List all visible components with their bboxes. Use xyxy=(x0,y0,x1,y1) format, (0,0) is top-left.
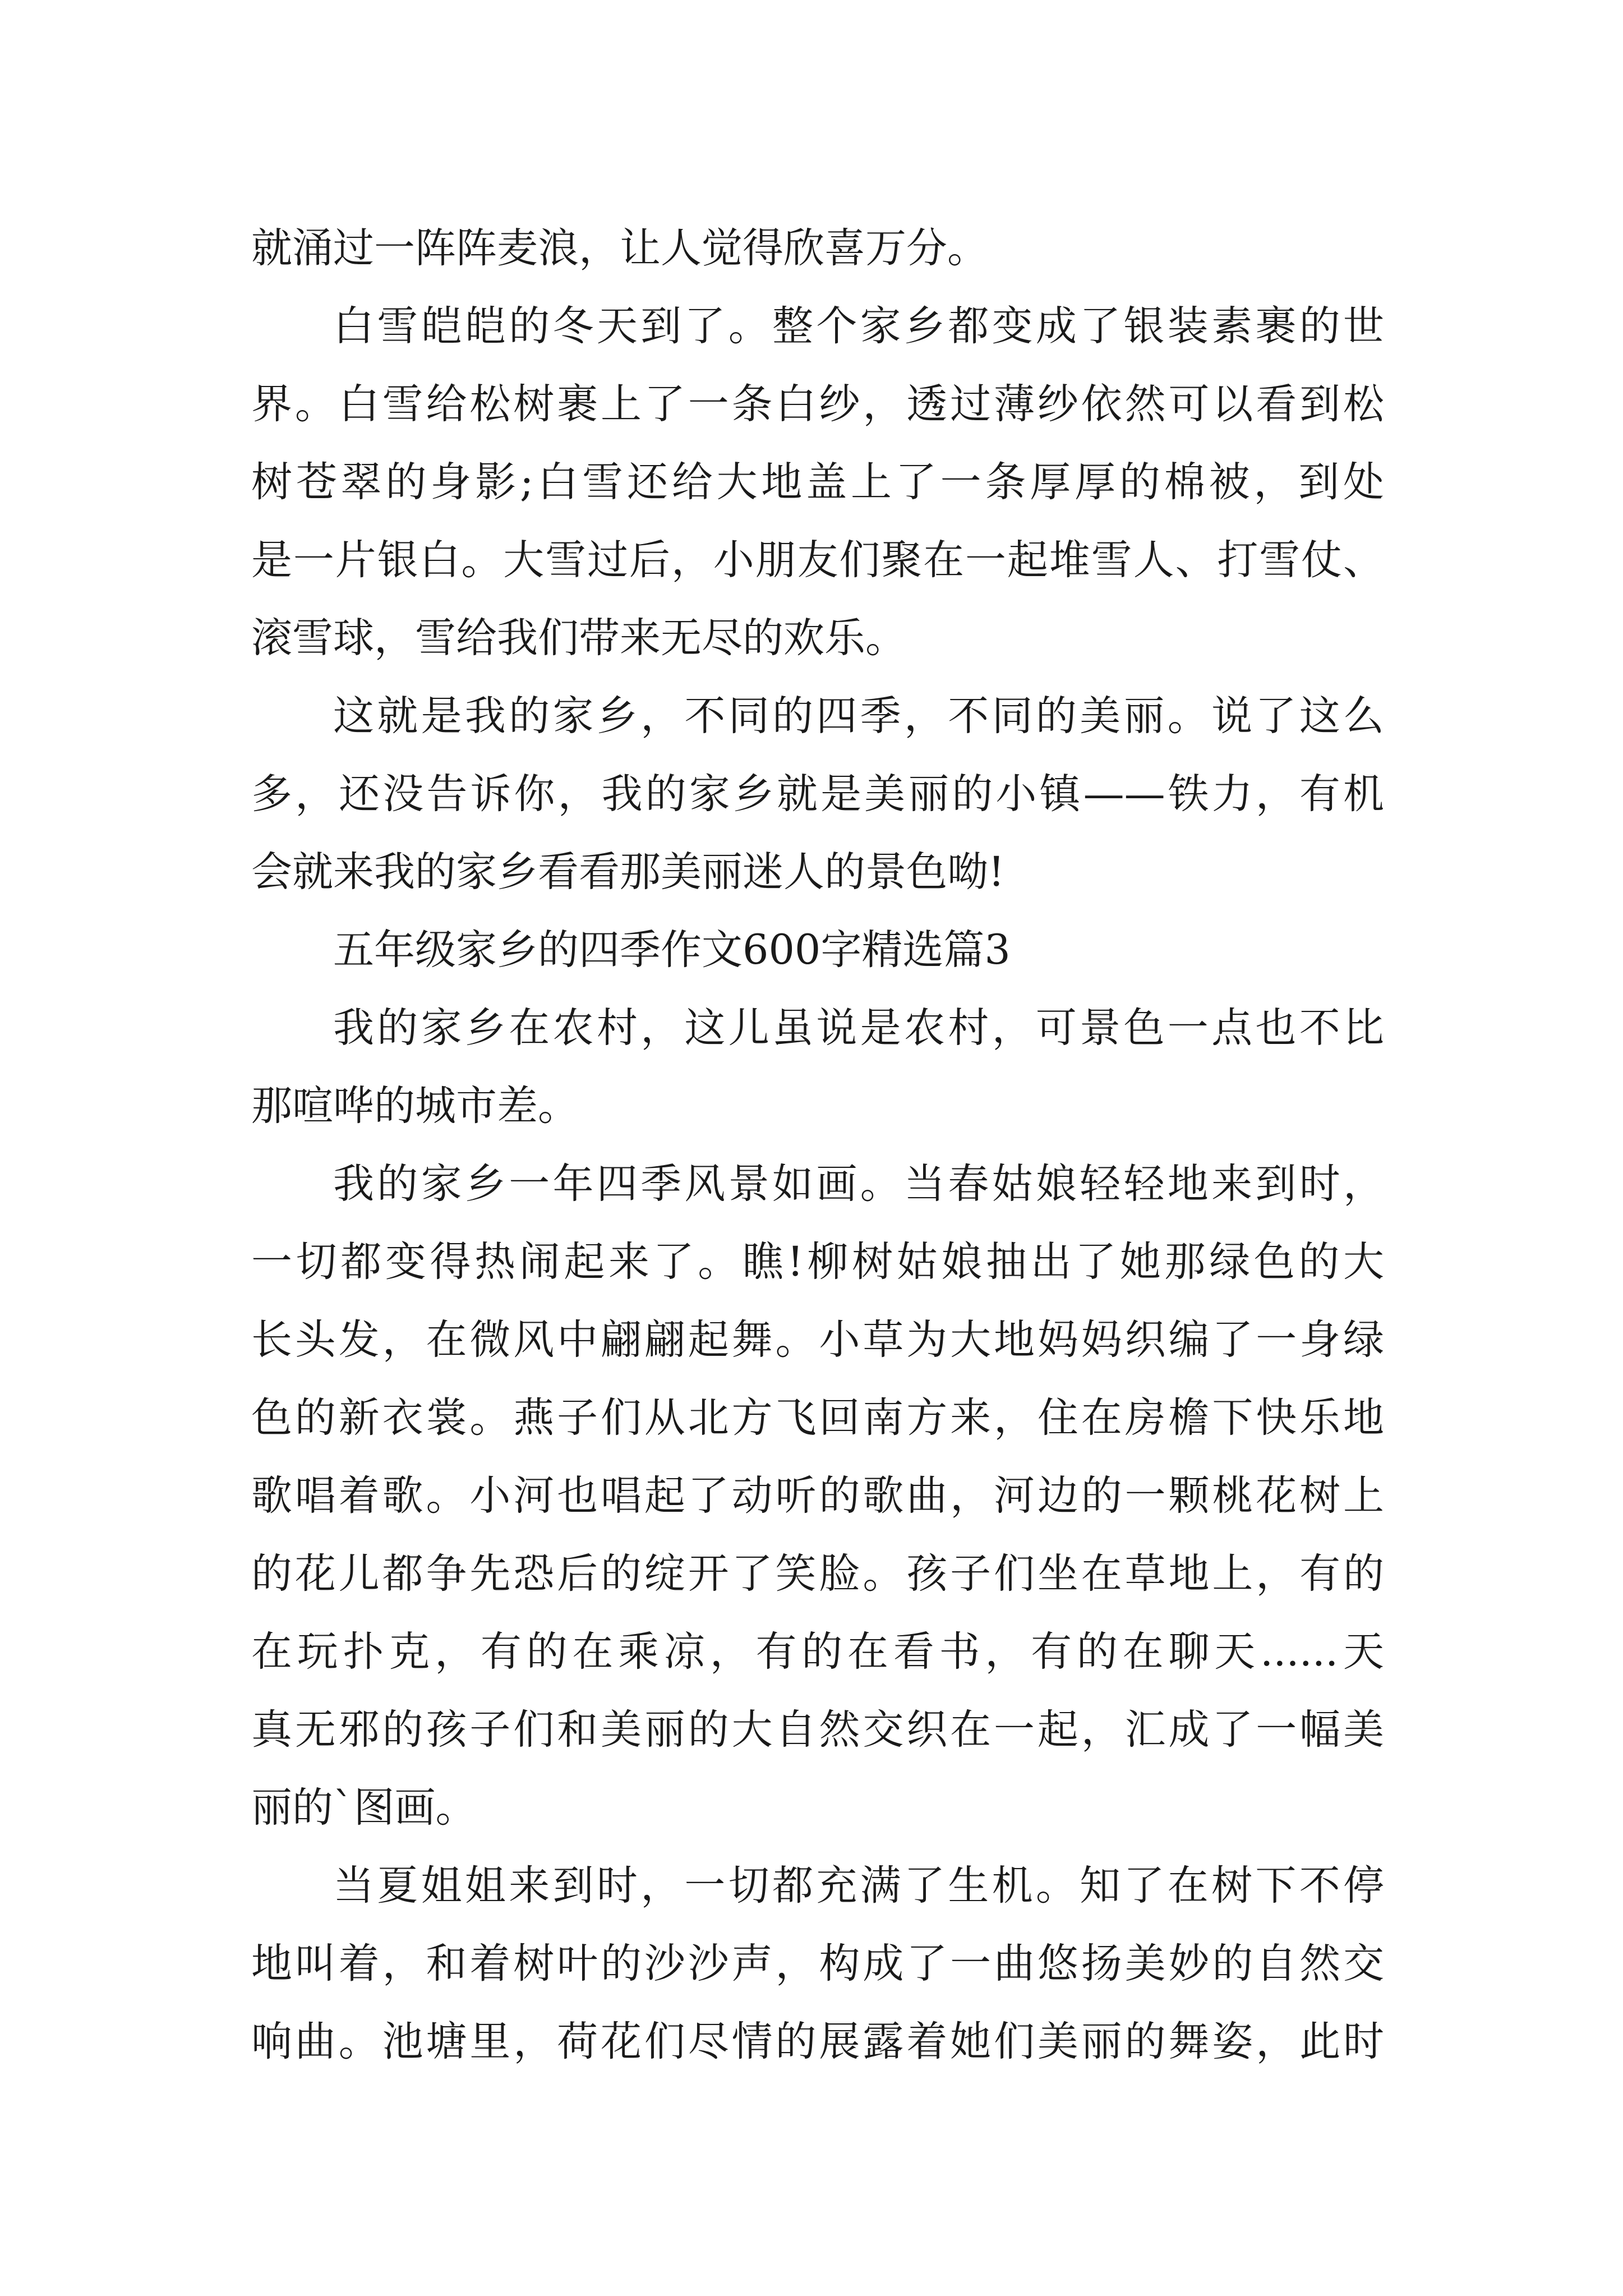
text-line: 当夏姐姐来到时，一切都充满了生机。知了在树下不停 xyxy=(333,1862,1384,1910)
text-line: 歌唱着歌。小河也唱起了动听的歌曲，河边的一颗桃花树上 xyxy=(251,1472,1384,1520)
paragraph xyxy=(251,911,1384,989)
text-line: 五年级家乡的四季作文600字精选篇3 xyxy=(333,926,1011,974)
paragraph xyxy=(251,287,1384,677)
text-line: 长头发，在微风中翩翩起舞。小草为大地妈妈织编了一身绿 xyxy=(251,1316,1384,1364)
paragraph xyxy=(251,989,1384,1145)
text-line: 的花儿都争先恐后的绽开了笑脸。孩子们坐在草地上，有的 xyxy=(251,1550,1384,1598)
text-line: 白雪皑皑的冬天到了。整个家乡都变成了银装素裹的世 xyxy=(333,302,1384,350)
text-line: 色的新衣裳。燕子们从北方飞回南方来，住在房檐下快乐地 xyxy=(251,1394,1384,1442)
paragraph xyxy=(251,1847,1384,2081)
paragraph xyxy=(251,1145,1384,1847)
document-body xyxy=(251,209,1384,2081)
text-line: 地叫着，和着树叶的沙沙声，构成了一曲悠扬美妙的自然交 xyxy=(251,1940,1384,1987)
text-line: 我的家乡在农村，这儿虽说是农村，可景色一点也不比 xyxy=(333,1004,1384,1052)
text-line: 是一片银白。大雪过后，小朋友们聚在一起堆雪人、打雪仗、 xyxy=(251,536,1384,584)
text-line: 多，还没告诉你，我的家乡就是美丽的小镇——铁力，有机 xyxy=(251,770,1384,818)
text-line: 一切都变得热闹起来了。瞧!柳树姑娘抽出了她那绿色的大 xyxy=(251,1238,1384,1286)
text-line: 这就是我的家乡，不同的四季，不同的美丽。说了这么 xyxy=(333,692,1384,740)
text-line: 滚雪球，雪给我们带来无尽的欢乐。 xyxy=(251,614,906,662)
paragraph xyxy=(251,677,1384,911)
text-line: 会就来我的家乡看看那美丽迷人的景色呦! xyxy=(251,848,1005,896)
text-line: 界。白雪给松树裹上了一条白纱，透过薄纱依然可以看到松 xyxy=(251,380,1384,428)
text-line: 丽的`图画。 xyxy=(251,1784,477,1832)
text-line: 那喧哗的城市差。 xyxy=(251,1082,579,1130)
text-line: 响曲。池塘里，荷花们尽情的展露着她们美丽的舞姿，此时 xyxy=(251,2018,1384,2065)
text-line: 在玩扑克，有的在乘凉，有的在看书，有的在聊天......天 xyxy=(251,1628,1384,1676)
text-line: 我的家乡一年四季风景如画。当春姑娘轻轻地来到时， xyxy=(333,1160,1384,1208)
text-line: 树苍翠的身影;白雪还给大地盖上了一条厚厚的棉被，到处 xyxy=(251,458,1384,506)
paragraph xyxy=(251,209,1384,287)
text-line: 就涌过一阵阵麦浪，让人觉得欣喜万分。 xyxy=(251,224,988,272)
text-line: 真无邪的孩子们和美丽的大自然交织在一起，汇成了一幅美 xyxy=(251,1706,1384,1754)
